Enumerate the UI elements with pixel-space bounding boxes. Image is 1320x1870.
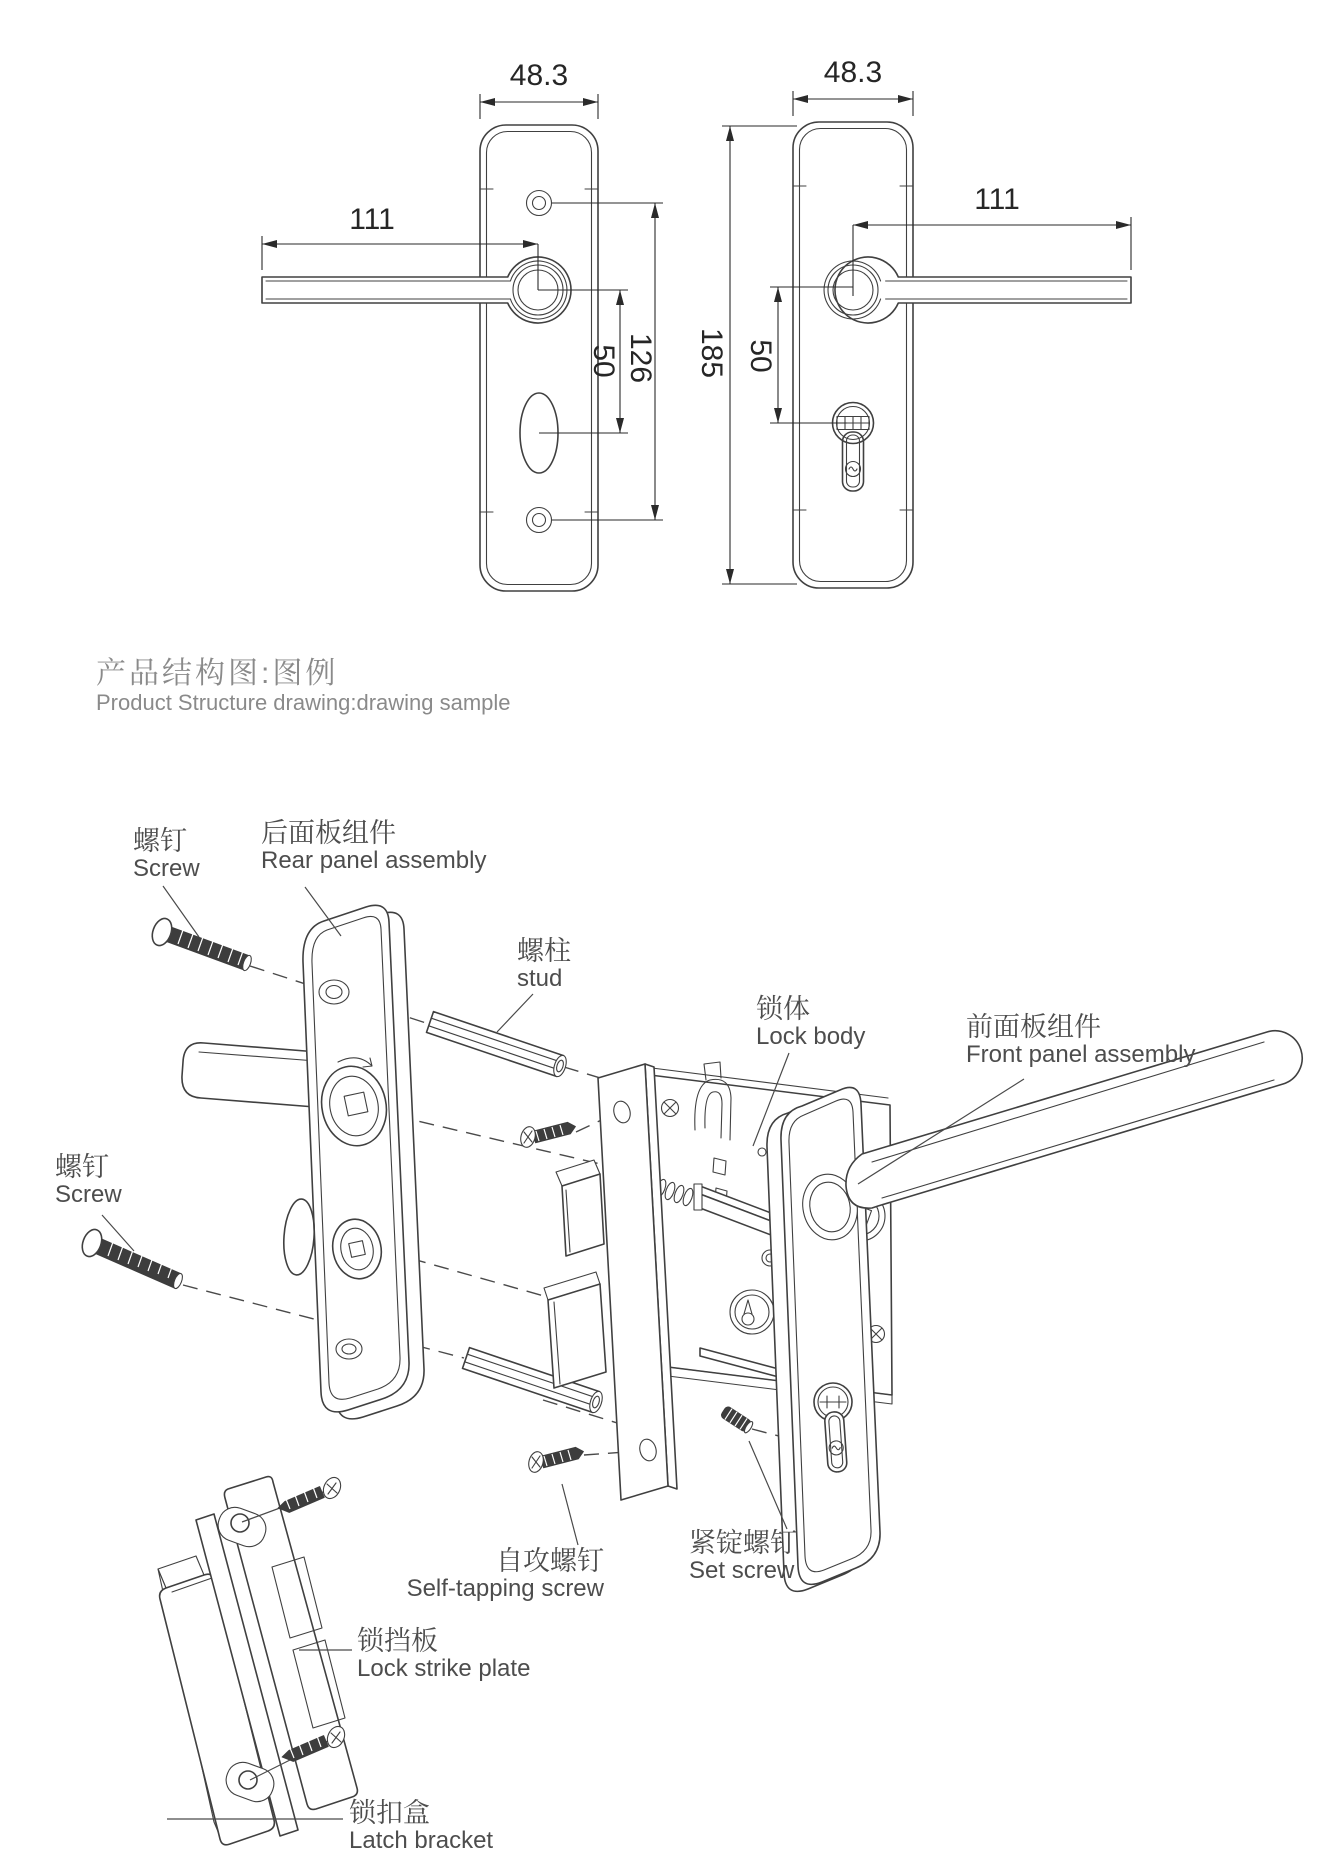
label-strike-plate-zh: 锁挡板: [357, 1626, 438, 1656]
label-stud-en: stud: [517, 965, 563, 993]
label-lock-strike-plate: [357, 1626, 530, 1683]
section-title-en: Product Structure drawing:drawing sample: [96, 690, 511, 715]
section-title-zh: 产品结构图:图例: [96, 657, 339, 690]
label-latch-bracket-zh: 锁扣盒: [349, 1798, 430, 1828]
self-tapping-screw: [519, 1122, 576, 1149]
dim-rear-handle-to-oval: 50: [587, 344, 620, 378]
label-rear-panel-zh: 后面板组件: [261, 818, 396, 848]
label-latch-bracket: [349, 1798, 493, 1855]
label-set-screw-zh: 紧锭螺钉: [689, 1528, 797, 1558]
label-screw-mid-zh: 螺钉: [55, 1152, 109, 1182]
label-rear-panel-en: Rear panel assembly: [261, 847, 487, 875]
front-panel-assembly: [767, 1031, 1302, 1592]
label-front-panel-en: Front panel assembly: [966, 1041, 1196, 1069]
label-self-tapping-zh: 自攻螺钉: [496, 1546, 604, 1576]
front-view-drawing: [722, 91, 1131, 588]
label-self-tapping-en: Self-tapping screw: [406, 1575, 604, 1603]
strike-and-bracket: [158, 1475, 357, 1845]
dim-rear-handle-length: 111: [349, 203, 395, 236]
label-strike-plate-en: Lock strike plate: [357, 1655, 531, 1683]
label-screw-mid-en: Screw: [55, 1181, 122, 1209]
label-screw-top-en: Screw: [133, 855, 200, 883]
label-screw-top-zh: 螺钉: [133, 826, 187, 856]
label-lock-body-en: Lock body: [756, 1023, 866, 1051]
label-set-screw-en: Set screw: [689, 1557, 795, 1585]
label-self-tapping-screw: [407, 1546, 604, 1603]
label-stud-zh: 螺柱: [517, 936, 571, 966]
label-screw-top: [133, 826, 200, 883]
label-screw-mid: [55, 1152, 122, 1209]
label-front-panel: [966, 1012, 1195, 1069]
strike-screw: [278, 1475, 344, 1513]
set-screw-lower: [720, 1405, 754, 1434]
rear-panel-assembly: [182, 905, 424, 1419]
dim-front-handle-to-cylinder: 50: [744, 339, 777, 373]
label-lock-body-zh: 锁体: [756, 994, 810, 1024]
machine-screw-top: [149, 916, 253, 972]
label-lock-body: [756, 994, 865, 1051]
rear-lever-handle: [262, 257, 571, 323]
dim-front-plate-height: 185: [695, 327, 728, 379]
euro-cylinder-keyhole: [833, 403, 874, 492]
self-tapping-screw-lower: [527, 1447, 584, 1474]
front-lever-handle: [835, 257, 1131, 323]
label-latch-bracket-en: Latch bracket: [349, 1827, 494, 1855]
label-front-panel-zh: 前面板组件: [966, 1012, 1101, 1042]
dim-front-plate-width: 48.3: [823, 56, 883, 89]
label-set-screw: [689, 1528, 797, 1585]
machine-screw-mid: [79, 1227, 184, 1290]
dim-rear-plate-width: 48.3: [509, 59, 569, 92]
label-stud: [517, 936, 571, 993]
dim-rear-hole-spacing: 126: [624, 332, 657, 384]
label-rear-panel: [261, 818, 486, 875]
stud: [427, 1012, 569, 1079]
dim-front-handle-length: 111: [974, 183, 1020, 216]
